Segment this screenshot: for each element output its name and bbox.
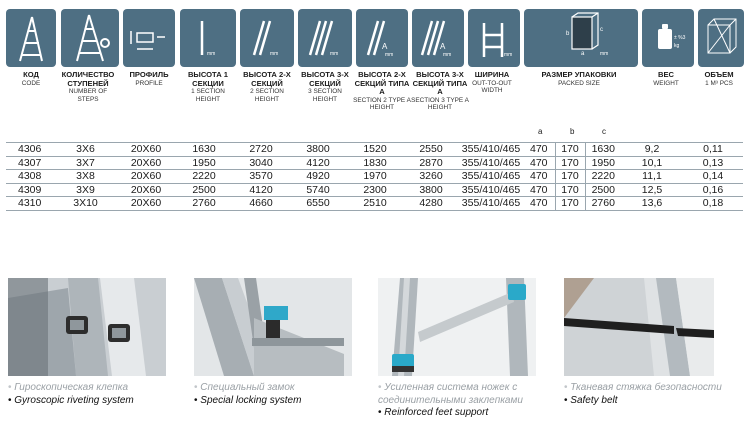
table-cell: 3X7 — [54, 156, 117, 170]
table-cell: 4309 — [6, 183, 54, 197]
table-cell: 3800 — [289, 143, 347, 157]
svg-text:A: A — [440, 42, 446, 51]
header-volume: ОБЪЕМ 1 M³ PCS — [704, 70, 734, 87]
table-cell: 5740 — [289, 183, 347, 197]
table-row — [6, 156, 743, 170]
table-row — [6, 197, 743, 211]
table-cell: 12,5 — [621, 183, 683, 197]
table-cell: 170 — [555, 143, 585, 157]
table-cell: 170 — [555, 156, 585, 170]
table-cell: 13,6 — [621, 197, 683, 211]
svg-text:mm: mm — [443, 52, 452, 58]
table-cell: 355/410/465 — [459, 197, 523, 211]
header-profile: ПРОФИЛЬ PROFILE — [129, 70, 169, 87]
svg-text:mm: mm — [330, 51, 339, 57]
table-cell: 3X10 — [54, 197, 117, 211]
table-cell: 1950 — [585, 156, 621, 170]
table-cell: 10,1 — [621, 156, 683, 170]
weight-icon — [642, 9, 694, 67]
header-width: ШИРИНА OUT-TO-OUT WIDTH — [472, 70, 512, 95]
table-cell: 0,18 — [683, 197, 743, 211]
table-cell: 3X9 — [54, 183, 117, 197]
packed-subheader-a: a — [538, 127, 543, 136]
table-cell: 3260 — [403, 170, 459, 184]
table-cell: 4120 — [289, 156, 347, 170]
table-cell: 4120 — [233, 183, 289, 197]
svg-text:mm: mm — [385, 52, 394, 58]
table-cell: 170 — [555, 183, 585, 197]
table-cell: 4306 — [6, 143, 54, 157]
width-icon — [468, 9, 520, 67]
table-cell: 0,11 — [683, 143, 743, 157]
header-steps: КОЛИЧЕСТВО СТУПЕНЕЙ NUMBER OF STEPS — [61, 70, 115, 103]
table-cell: 2550 — [403, 143, 459, 157]
svg-text:mm: mm — [600, 51, 609, 57]
table-cell: 20X60 — [117, 156, 175, 170]
table-cell: 20X60 — [117, 170, 175, 184]
weight-kg-label: kg — [674, 43, 680, 49]
table-cell: 1830 — [347, 156, 403, 170]
header-weight: ВЕС WEIGHT — [653, 70, 679, 87]
table-cell: 4310 — [6, 197, 54, 211]
weight-ratio-label: ± %3 — [674, 35, 686, 41]
table-row — [6, 183, 743, 197]
table-cell: 2220 — [585, 170, 621, 184]
table-cell: 0,14 — [683, 170, 743, 184]
table-row — [6, 143, 743, 157]
header-3-section: ВЫСОТА 3-Х СЕКЦИЙ 3 SECTION HEIGHT — [301, 70, 349, 103]
table-cell: 6550 — [289, 197, 347, 211]
table-cell: 3570 — [233, 170, 289, 184]
ladder-icon — [6, 9, 56, 67]
table-cell: 4660 — [233, 197, 289, 211]
table-cell: 355/410/465 — [459, 143, 523, 157]
table-cell: 0,16 — [683, 183, 743, 197]
table-cell: 2760 — [175, 197, 233, 211]
table-cell: 2500 — [585, 183, 621, 197]
table-cell: 2510 — [347, 197, 403, 211]
table-cell: 355/410/465 — [459, 170, 523, 184]
svg-text:mm: mm — [504, 52, 513, 58]
caption-lock: • Специальный замок • Special locking system — [194, 382, 369, 407]
table-cell: 355/410/465 — [459, 156, 523, 170]
package-size-icon — [524, 9, 638, 67]
table-cell: 1950 — [175, 156, 233, 170]
svg-text:A: A — [382, 42, 388, 51]
photo-safety-belt — [564, 278, 714, 376]
table-cell: 4920 — [289, 170, 347, 184]
profile-section-icon — [123, 9, 175, 67]
ladder-steps-icon — [61, 9, 119, 67]
table-cell: 2720 — [233, 143, 289, 157]
table-cell: 3X8 — [54, 170, 117, 184]
table-cell: 170 — [555, 197, 585, 211]
two-section-height-icon — [240, 9, 294, 67]
table-cell: 2220 — [175, 170, 233, 184]
table-cell: 1630 — [585, 143, 621, 157]
table-cell: 470 — [523, 143, 555, 157]
two-section-type-a-icon — [356, 9, 408, 67]
svg-text:mm: mm — [270, 51, 279, 57]
table-cell: 2760 — [585, 197, 621, 211]
table-cell: 0,13 — [683, 156, 743, 170]
table-cell: 20X60 — [117, 183, 175, 197]
header-1-section: ВЫСОТА 1 СЕКЦИИ 1 SECTION HEIGHT — [187, 70, 229, 103]
one-section-height-icon — [180, 9, 236, 67]
spec-table — [6, 142, 743, 211]
table-cell: 470 — [523, 170, 555, 184]
table-cell: 4308 — [6, 170, 54, 184]
header-3-section-type-a: ВЫСОТА 3-Х СЕКЦИЙ ТИПА А SECTION 3 TYPE A HEIGHT — [411, 70, 469, 112]
table-cell: 170 — [555, 170, 585, 184]
header-packed-size: РАЗМЕР УПАКОВКИ PACKED SIZE — [541, 70, 617, 87]
photo-gyroscopic-riveting — [8, 278, 166, 376]
photo-reinforced-feet — [378, 278, 536, 376]
table-row — [6, 170, 743, 184]
table-cell: 4280 — [403, 197, 459, 211]
table-cell: 20X60 — [117, 143, 175, 157]
table-cell: 1630 — [175, 143, 233, 157]
table-cell: 9,2 — [621, 143, 683, 157]
table-cell: 3800 — [403, 183, 459, 197]
table-cell: 1520 — [347, 143, 403, 157]
pkg-label-b: b — [566, 31, 570, 37]
volume-icon — [698, 9, 744, 67]
caption-feet: • Усиленная система ножек с соединительными заклепками • Reinforced feet support — [378, 382, 558, 420]
header-code: КОД CODE — [21, 70, 41, 87]
table-cell: 3040 — [233, 156, 289, 170]
table-cell: 2500 — [175, 183, 233, 197]
caption-belt: • Тканевая стяжка безопасности • Safety belt — [564, 382, 744, 407]
table-cell: 3X6 — [54, 143, 117, 157]
table-cell: 2870 — [403, 156, 459, 170]
table-cell: 1970 — [347, 170, 403, 184]
photo-special-lock — [194, 278, 352, 376]
header-2-section-type-a: ВЫСОТА 2-Х СЕКЦИЙ ТИПА А SECTION 2 TYPE A HEIGHT — [353, 70, 411, 112]
table-cell: 20X60 — [117, 197, 175, 211]
table-cell: 11,1 — [621, 170, 683, 184]
table-cell: 470 — [523, 197, 555, 211]
pkg-label-a: a — [581, 51, 585, 57]
table-cell: 470 — [523, 156, 555, 170]
caption-gyroscopic: • Гироскопическая клепка • Gyroscopic riveting system — [8, 382, 183, 407]
table-cell: 355/410/465 — [459, 183, 523, 197]
packed-subheader-c: c — [602, 127, 606, 136]
table-cell: 470 — [523, 183, 555, 197]
header-2-section: ВЫСОТА 2-Х СЕКЦИЙ 2 SECTION HEIGHT — [243, 70, 291, 103]
packed-subheader-b: b — [570, 127, 575, 136]
table-cell: 4307 — [6, 156, 54, 170]
pkg-label-c: c — [600, 27, 603, 33]
svg-text:mm: mm — [207, 51, 216, 57]
table-cell: 2300 — [347, 183, 403, 197]
three-section-type-a-icon — [412, 9, 464, 67]
three-section-height-icon — [298, 9, 352, 67]
